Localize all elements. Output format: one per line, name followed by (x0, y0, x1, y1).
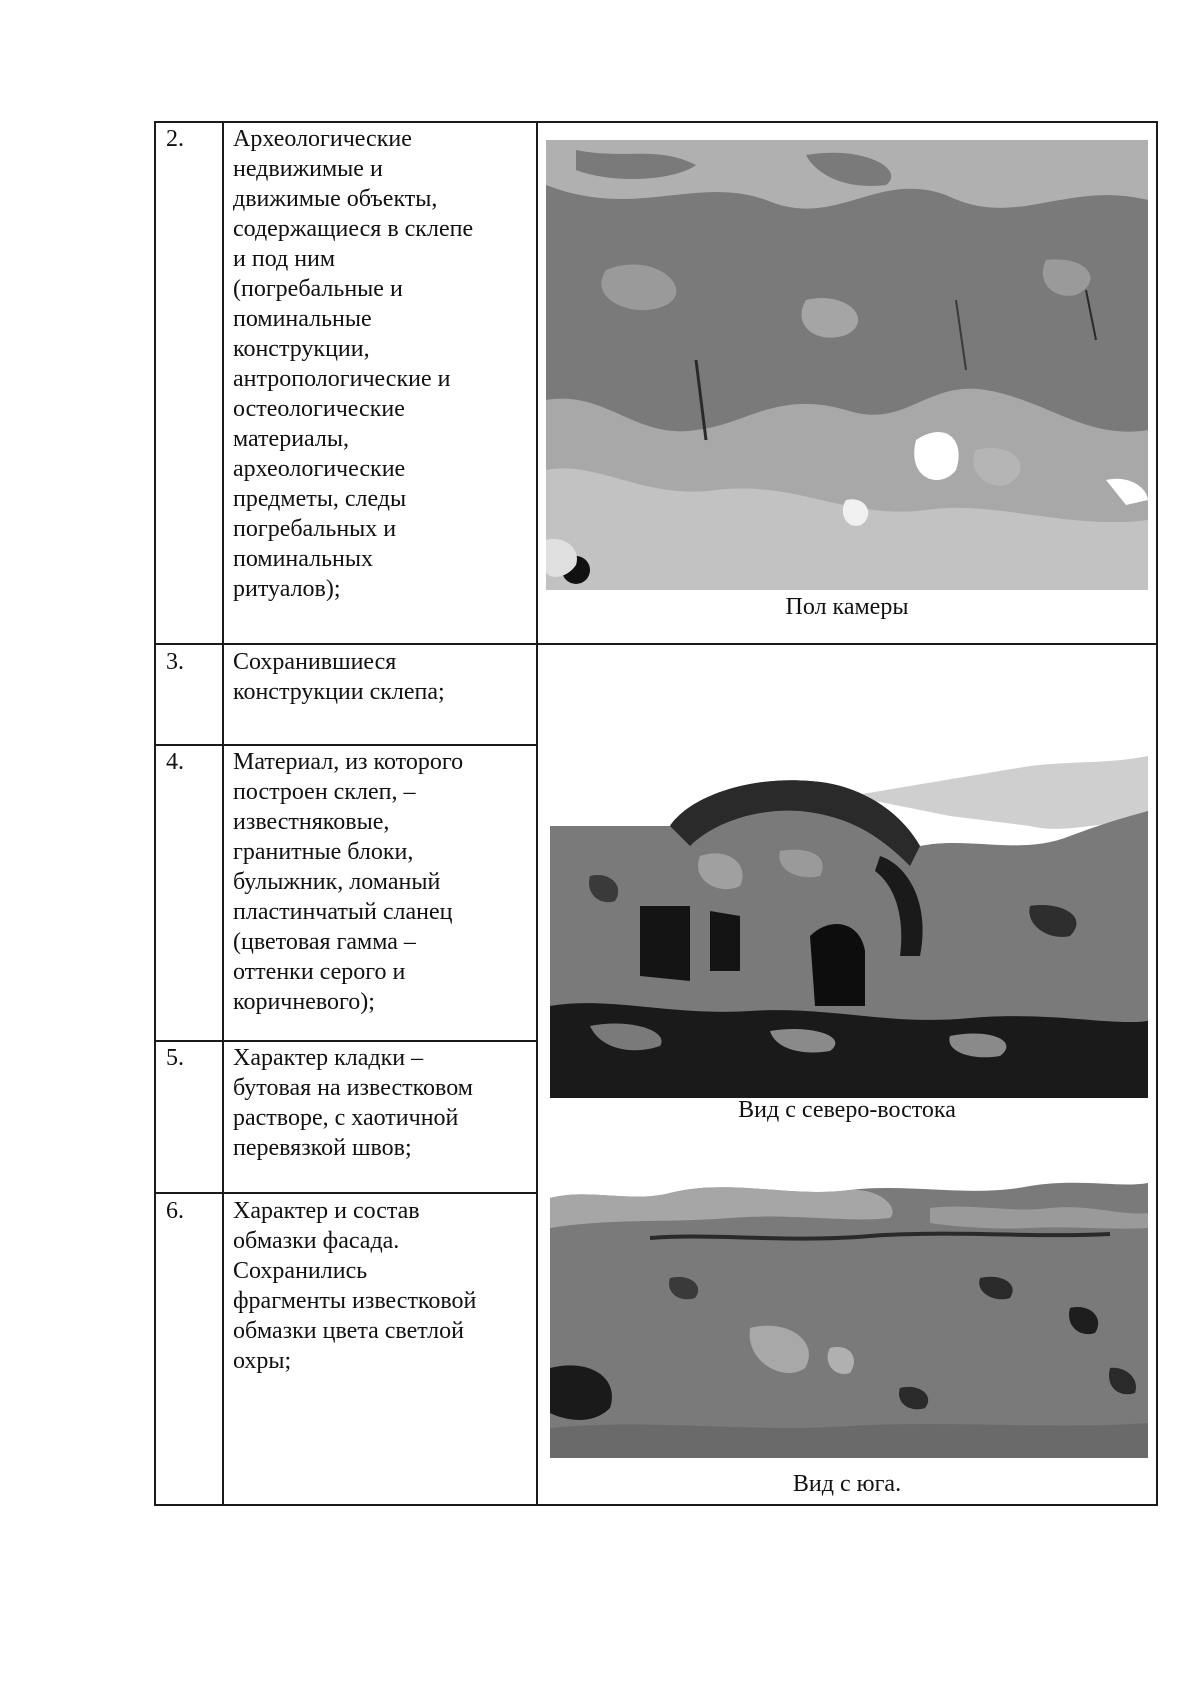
photo-caption: Пол камеры (785, 594, 909, 620)
row-description (233, 647, 445, 707)
text-line: фрагменты известковой (233, 1288, 477, 1314)
text-line: (цветовая гамма – (233, 929, 416, 955)
text-line: Характер кладки – (233, 1045, 424, 1071)
text-line: растворе, с хаотичной (233, 1105, 459, 1131)
row-divider-3-4 (154, 744, 538, 746)
text-line: ритуалов); (233, 576, 341, 602)
text-line: антропологические и (233, 366, 451, 392)
row-number: 4. (166, 749, 184, 775)
text-line: коричневого); (233, 989, 375, 1015)
text-line: содержащиеся в склепе (233, 216, 474, 242)
text-line: недвижимые и (233, 156, 383, 182)
text-line: конструкции, (233, 336, 370, 362)
text-line: известняковые, (233, 809, 390, 835)
row-divider-2-3 (154, 643, 1158, 645)
text-line: движимые объекты, (233, 186, 438, 212)
text-line: охры; (233, 1348, 292, 1374)
row-divider-5-6 (154, 1192, 538, 1194)
row-description (233, 124, 473, 604)
text-line: Сохранившиеся (233, 649, 397, 675)
text-line: погребальных и (233, 516, 397, 542)
photo-view-north-east (550, 756, 1148, 1098)
row-number: 5. (166, 1045, 184, 1071)
row-description (233, 1043, 473, 1163)
column-divider-2 (536, 121, 538, 1506)
table-border-top (154, 121, 1158, 123)
text-line: пластинчатый сланец (233, 899, 453, 925)
text-line: построен склеп, – (233, 779, 416, 805)
text-line: поминальных (233, 546, 374, 572)
text-line: перевязкой швов; (233, 1135, 412, 1161)
text-line: предметы, следы (233, 486, 407, 512)
row-number: 2. (166, 126, 184, 152)
column-divider-1 (222, 121, 224, 1506)
table-border-left (154, 121, 156, 1506)
table-border-right (1156, 121, 1158, 1506)
text-line: (погребальные и (233, 276, 403, 302)
text-line: поминальные (233, 306, 372, 332)
text-line: археологические (233, 456, 406, 482)
text-line: обмазки фасада. (233, 1228, 400, 1254)
row-description (233, 747, 463, 1017)
text-line: булыжник, ломаный (233, 869, 441, 895)
photo-view-south (550, 1168, 1148, 1458)
photo-caption: Вид с юга. (792, 1471, 902, 1497)
row-number: 3. (166, 649, 184, 675)
text-line: остеологические (233, 396, 405, 422)
table-border-bottom (154, 1504, 1158, 1506)
photo-chamber-floor (546, 140, 1148, 590)
text-line: оттенки серого и (233, 959, 406, 985)
text-line: Археологические (233, 126, 412, 152)
row-description (233, 1196, 476, 1376)
text-line: бутовая на известковом (233, 1075, 473, 1101)
text-line: Характер и состав (233, 1198, 420, 1224)
row-number: 6. (166, 1198, 184, 1224)
text-line: обмазки цвета светлой (233, 1318, 464, 1344)
text-line: материалы, (233, 426, 350, 452)
text-line: Материал, из которого (233, 749, 464, 775)
row-divider-4-5 (154, 1040, 538, 1042)
text-line: Сохранились (233, 1258, 368, 1284)
photo-caption: Вид с северо-востока (738, 1097, 956, 1123)
text-line: гранитные блоки, (233, 839, 414, 865)
text-line: конструкции склепа; (233, 679, 445, 705)
text-line: и под ним (233, 246, 336, 272)
